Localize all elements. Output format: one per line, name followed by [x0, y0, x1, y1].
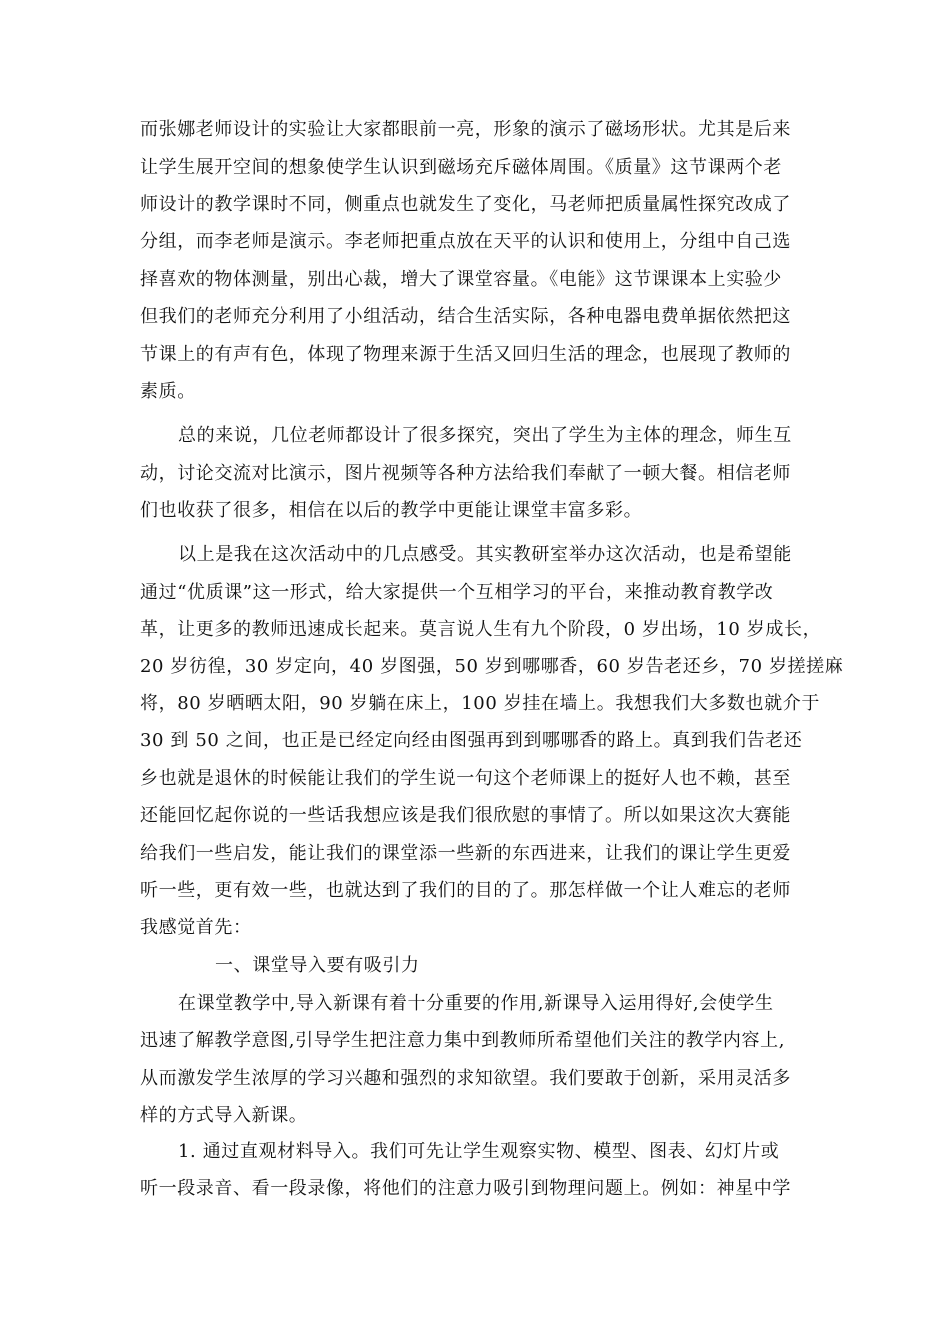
text-line: 动，讨论交流对比演示，图片视频等各种方法给我们奉献了一顿大餐。相信老师 — [140, 463, 791, 484]
text-line: 革，让更多的教师迅速成长起来。莫言说人生有九个阶段，0 岁出场，10 岁成长， — [140, 619, 822, 640]
text-line: 乡也就是退休的时候能让我们的学生说一句这个老师课上的挺好人也不赖，甚至 — [140, 768, 791, 789]
text-line: 听一些，更有效一些，也就达到了我们的目的了。那怎样做一个让人难忘的老师 — [140, 880, 791, 901]
text-line: 们也收获了很多，相信在以后的教学中更能让课堂丰富多彩。 — [140, 500, 643, 521]
text-line: 迅速了解教学意图,引导学生把注意力集中到教师所希望他们关注的教学内容上, — [140, 1030, 786, 1051]
text-line: 师设计的教学课时不同，侧重点也就发生了变化，马老师把质量属性探究改成了 — [140, 194, 791, 215]
text-line: 择喜欢的物体测量，别出心裁，增大了课堂容量。《电能》这节课课本上实验少 — [140, 269, 782, 290]
text-line: 还能回忆起你说的一些话我想应该是我们很欣慰的事情了。所以如果这次大赛能 — [140, 805, 791, 826]
section-heading: 一、课堂导入要有吸引力 — [215, 955, 420, 976]
text-line: 而张娜老师设计的实验让大家都眼前一亮，形象的演示了磁场形状。尤其是后来 — [140, 119, 791, 140]
text-line: 节课上的有声有色，体现了物理来源于生活又回归生活的理念，也展现了教师的 — [140, 344, 791, 365]
text-line: 通过“优质课”这一形式，给大家提供一个互相学习的平台，来推动教育教学改 — [140, 582, 774, 603]
paragraph-first-line: 以上是我在这次活动中的几点感受。其实教研室举办这次活动，也是希望能 — [178, 544, 792, 565]
text-line: 给我们一些启发，能让我们的课堂添一些新的东西进来，让我们的课让学生更爱 — [140, 843, 791, 864]
text-line: 但我们的老师充分利用了小组活动，结合生活实际，各种电器电费单据依然把这 — [140, 306, 791, 327]
text-line: 让学生展开空间的想象使学生认识到磁场充斥磁体周围。《质量》这节课两个老 — [140, 157, 782, 178]
text-line: 素质。 — [140, 381, 196, 402]
text-line: 30 到 50 之间，也正是已经定向经由图强再到到哪哪香的路上。真到我们告老还 — [140, 730, 803, 751]
text-line: 从而激发学生浓厚的学习兴趣和强烈的求知欲望。我们要敢于创新，采用灵活多 — [140, 1068, 791, 1089]
text-line: 20 岁彷徨，30 岁定向，40 岁图强，50 岁到哪哪香，60 岁告老还乡，70 岁搓搓麻 — [140, 656, 844, 677]
text-line: 分组，而李老师是演示。李老师把重点放在天平的认识和使用上，分组中自己选 — [140, 231, 791, 252]
paragraph-first-line: 在课堂教学中,导入新课有着十分重要的作用,新课导入运用得好,会使学生 — [178, 993, 774, 1014]
text-line: 听一段录音、看一段录像，将他们的注意力吸引到物理问题上。例如：神星中学 — [140, 1178, 791, 1199]
paragraph-first-line: 总的来说，几位老师都设计了很多探究，突出了学生为主体的理念，师生互 — [178, 425, 792, 446]
text-line: 样的方式导入新课。 — [140, 1105, 308, 1126]
text-line: 我感觉首先： — [140, 917, 252, 938]
text-line: 将，80 岁晒晒太阳，90 岁躺在床上，100 岁挂在墙上。我想我们大多数也就介于 — [140, 693, 820, 714]
list-item-first-line: 1. 通过直观材料导入。我们可先让学生观察实物、模型、图表、幻灯片或 — [178, 1141, 780, 1162]
